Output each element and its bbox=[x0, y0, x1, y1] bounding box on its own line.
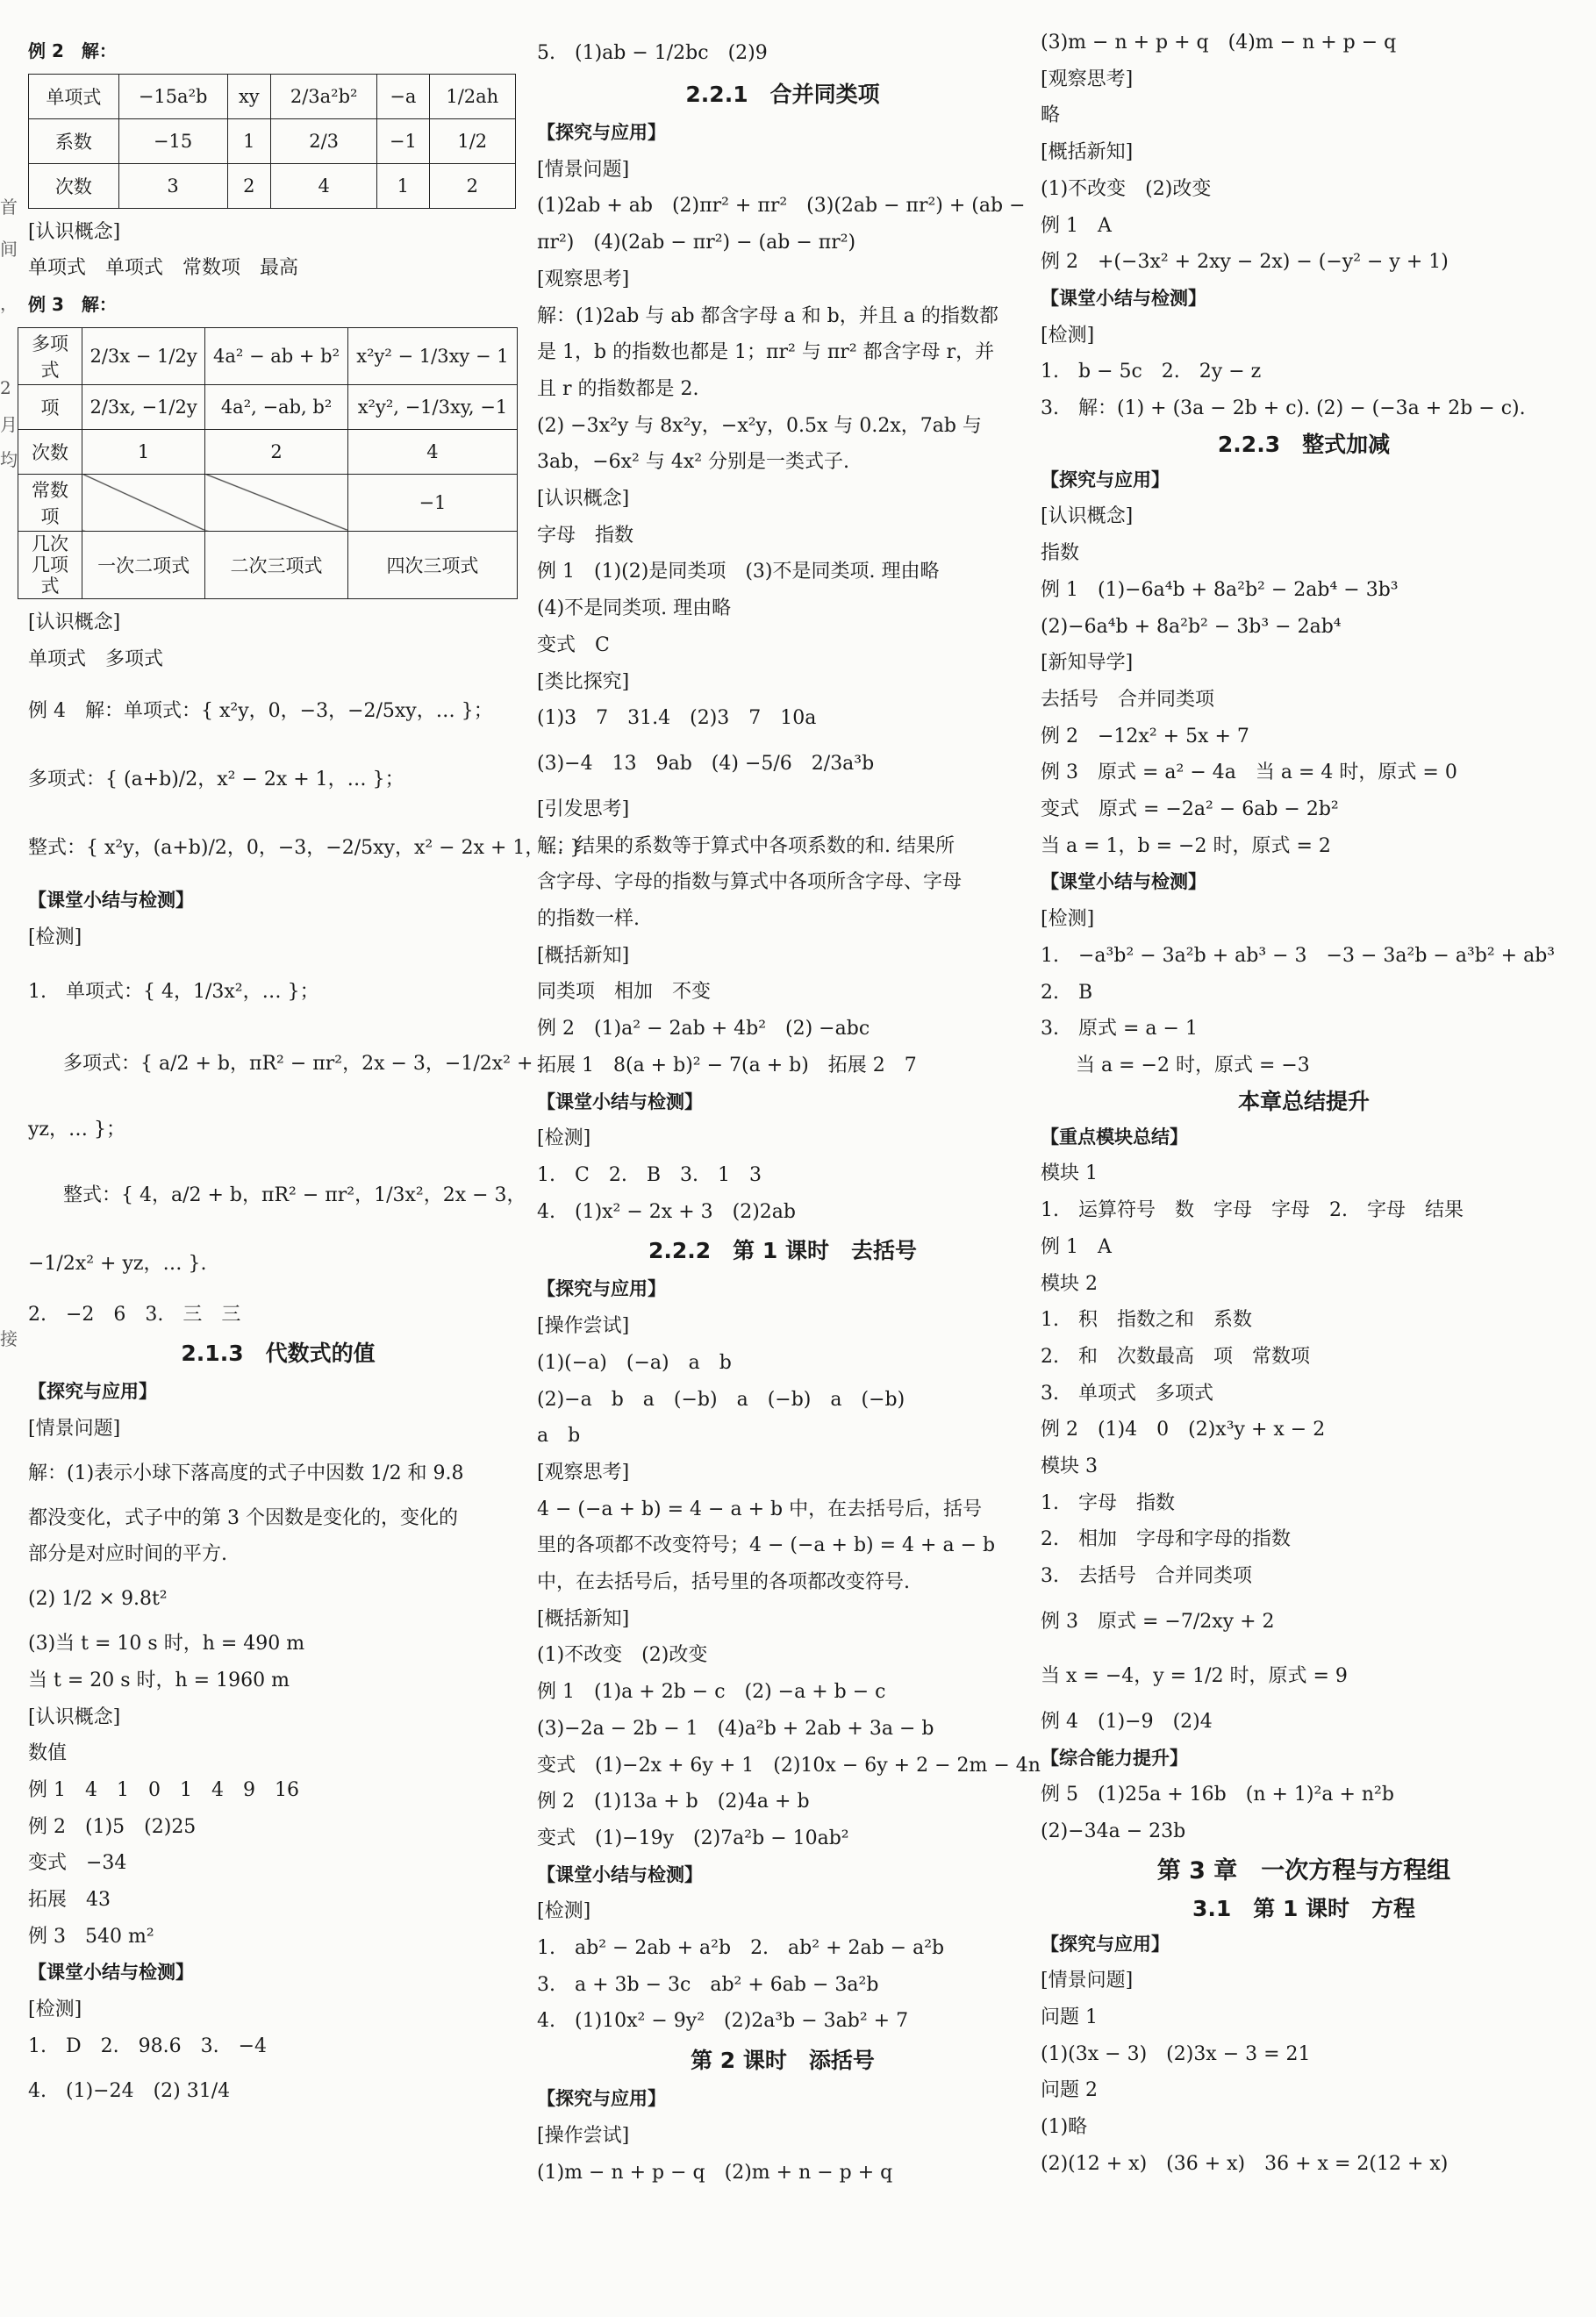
text-line: 3ab，−6x² 与 4x² 分别是一类式子. bbox=[537, 451, 850, 474]
text-line: 1. C 2. B 3. 1 3 bbox=[537, 1163, 762, 1186]
margin-fragment: 接 bbox=[0, 1328, 18, 1349]
text-line: 例 2 (1)4 0 (2)x³y + x − 2 bbox=[1041, 1419, 1326, 1441]
table-cell: 2 bbox=[227, 163, 271, 208]
text-line: 模块 3 bbox=[1041, 1455, 1098, 1478]
section-title: 2.2.1 合并同类项 bbox=[685, 82, 880, 107]
table-cell: 2/3x − 1/2y bbox=[82, 327, 205, 384]
text-line: 例 2 +(−3x² + 2xy − 2x) − (−y² − y + 1) bbox=[1041, 251, 1449, 274]
section-label: [检测] bbox=[28, 926, 82, 948]
text-line: 多项式：{ (a+b)/2，x² − 2x + 1，… }； bbox=[28, 769, 404, 791]
text-line: 略 bbox=[1041, 104, 1061, 127]
text-line: 变式 −34 bbox=[28, 1852, 127, 1875]
text-line: 解：结果的系数等于算式中各项系数的和. 结果所 bbox=[537, 834, 955, 857]
text-line: (3)−4 13 9ab (4) −5/6 2/3a³b bbox=[537, 752, 875, 775]
table-cell: −1 bbox=[377, 118, 429, 163]
section-heading: 【课堂小结与检测】 bbox=[537, 1091, 703, 1112]
table-cell: 次数 bbox=[29, 163, 119, 208]
section-label: [观察思考] bbox=[1041, 68, 1134, 90]
table-cell-empty bbox=[82, 474, 205, 531]
table-cell-empty bbox=[205, 474, 348, 531]
section-label: [观察思考] bbox=[537, 1461, 630, 1484]
text-line: (2)−a b a (−b) a (−b) a (−b) bbox=[537, 1388, 905, 1411]
text-line: a b bbox=[537, 1425, 581, 1448]
text-line: 里的各项都不改变符号；4 − (−a + b) = 4 + a − b bbox=[537, 1534, 996, 1557]
text-line: 同类项 相加 不变 bbox=[537, 981, 712, 1004]
table-cell: −15a²b bbox=[118, 74, 227, 118]
text-line: 整式：{ 4，a/2 + b，πR² − πr²，1/3x²，2x − 3， bbox=[63, 1184, 526, 1206]
text-line: 是 1，b 的指数也都是 1；πr² 与 πr² 都含字母 r，并 bbox=[537, 341, 995, 364]
text-line: 且 r 的指数都是 2. bbox=[537, 377, 699, 400]
text-line: 去括号 合并同类项 bbox=[1041, 688, 1215, 711]
margin-fragment: ， bbox=[0, 293, 18, 314]
section-label: [检测] bbox=[1041, 908, 1095, 931]
text-line: 1. 积 指数之和 系数 bbox=[1041, 1309, 1252, 1332]
table-cell: xy bbox=[227, 74, 271, 118]
section-label: [检测] bbox=[1041, 324, 1095, 347]
text-line: 例 3 原式 = −7/2xy + 2 bbox=[1041, 1610, 1275, 1633]
text-line: (1)不改变 (2)改变 bbox=[1041, 177, 1212, 200]
text-line: 变式 (1)−19y (2)7a²b − 10ab² bbox=[537, 1827, 849, 1849]
section-title: 2.1.3 代数式的值 bbox=[181, 1341, 376, 1367]
text-line: (2) −3x²y 与 8x²y，−x²y，0.5x 与 0.2x，7ab 与 bbox=[537, 414, 982, 437]
table-cell: 几次几项式 bbox=[18, 531, 82, 598]
text-line: 1. b − 5c 2. 2y − z bbox=[1041, 361, 1262, 383]
text-line: 当 a = −2 时，原式 = −3 bbox=[1076, 1054, 1310, 1076]
text-line: (1)2ab + ab (2)πr² + πr² (3)(2ab − πr²) + (ab − bbox=[537, 195, 1026, 218]
text-line: 3. 解：(1) + (3a − 2b + c). (2) − (−3a + 2b − c). bbox=[1041, 397, 1526, 420]
text-line: yz，… }； bbox=[28, 1118, 126, 1141]
text-line: 例 1 (1)(2)是同类项 (3)不是同类项. 理由略 bbox=[537, 561, 940, 583]
table-cell: 1/2 bbox=[429, 118, 515, 163]
section-label: [新知导学] bbox=[1041, 652, 1134, 675]
section-label: [认识概念] bbox=[1041, 505, 1134, 528]
text-line: 例 4 (1)−9 (2)4 bbox=[1041, 1710, 1213, 1733]
table-cell: 2 bbox=[429, 163, 515, 208]
chapter-title: 第 3 章 一次方程与方程组 bbox=[1156, 1856, 1451, 1884]
table-cell: 常数项 bbox=[18, 474, 82, 531]
text-line: 1. −a³b² − 3a²b + ab³ − 3 −3 − 3a²b − a³b² + ab³ bbox=[1041, 944, 1556, 967]
table-cell: 2/3 bbox=[271, 118, 377, 163]
table-cell: 1 bbox=[227, 118, 271, 163]
table-cell: 4a², −ab, b² bbox=[205, 384, 348, 429]
text-line: 单项式 单项式 常数项 最高 bbox=[28, 257, 299, 280]
text-line: 例 1 (1)−6a⁴b + 8a²b² − 2ab⁴ − 3b³ bbox=[1041, 578, 1399, 601]
text-line: 4. (1)−24 (2) 31/4 bbox=[28, 2079, 231, 2102]
table-cell: −1 bbox=[347, 474, 517, 531]
text-line: 2. 和 次数最高 项 常数项 bbox=[1041, 1345, 1310, 1368]
text-line: (1)不改变 (2)改变 bbox=[537, 1644, 708, 1667]
table-cell: 3 bbox=[118, 163, 227, 208]
text-line: 当 x = −4，y = 1/2 时，原式 = 9 bbox=[1041, 1664, 1348, 1687]
table-cell: x²y², −1/3xy, −1 bbox=[347, 384, 517, 429]
table-cell: 4 bbox=[271, 163, 377, 208]
text-line: 例 2 (1)5 (2)25 bbox=[28, 1815, 197, 1838]
text-line: (1)3 7 31.4 (2)3 7 10a bbox=[537, 707, 817, 730]
margin-fragment: 间 bbox=[0, 239, 18, 260]
table-cell: 1/2ah bbox=[429, 74, 515, 118]
text-line: 变式 原式 = −2a² − 6ab − 2b² bbox=[1041, 798, 1339, 821]
text-line: 问题 2 bbox=[1041, 2079, 1098, 2102]
table-cell: 二次三项式 bbox=[205, 531, 348, 598]
text-line: 部分是对应时间的平方. bbox=[28, 1543, 227, 1566]
text-line: 例 2 (1)a² − 2ab + 4b² (2) −abc bbox=[537, 1018, 870, 1041]
section-label: [认识概念] bbox=[28, 611, 121, 633]
text-line: 2. 相加 字母和字母的指数 bbox=[1041, 1528, 1291, 1551]
text-line: 例 1 A bbox=[1041, 1235, 1112, 1258]
column-right bbox=[1041, 25, 1567, 2183]
section-label: [认识概念] bbox=[28, 1706, 121, 1728]
section-heading: 【课堂小结与检测】 bbox=[28, 890, 194, 912]
section-label: [概括新知] bbox=[1041, 141, 1134, 164]
section-label: [情景问题] bbox=[28, 1418, 121, 1441]
text-line: 字母 指数 bbox=[537, 524, 634, 547]
section-label: [情景问题] bbox=[537, 158, 630, 181]
table-cell: −15 bbox=[118, 118, 227, 163]
text-line: 4. (1)x² − 2x + 3 (2)2ab bbox=[537, 1200, 796, 1223]
text-line: 解：(1)2ab 与 ab 都含字母 a 和 b，并且 a 的指数都 bbox=[537, 304, 998, 327]
text-line: 模块 1 bbox=[1041, 1162, 1098, 1185]
text-line: 3. 原式 = a − 1 bbox=[1041, 1018, 1198, 1041]
section-heading: 【课堂小结与检测】 bbox=[1041, 287, 1206, 309]
text-line: 中，在去括号后，括号里的各项都改变符号. bbox=[537, 1571, 910, 1594]
section-heading: 【探究与应用】 bbox=[537, 122, 666, 143]
text-line: 3. 去括号 合并同类项 bbox=[1041, 1565, 1252, 1588]
table-cell: 项 bbox=[18, 384, 82, 429]
margin-fragment: 月 bbox=[0, 414, 18, 435]
text-line: 3. a + 3b − 3c ab² + 6ab − 3a²b bbox=[537, 1973, 879, 1996]
text-line: 含字母、字母的指数与算式中各项所含字母、字母 bbox=[537, 871, 963, 894]
section-heading: 【课堂小结与检测】 bbox=[28, 1962, 194, 1984]
table-cell: 1 bbox=[82, 429, 205, 474]
margin-fragment: 2 bbox=[0, 377, 11, 398]
text-line: 的指数一样. bbox=[537, 908, 640, 931]
section-heading: 【探究与应用】 bbox=[537, 2088, 666, 2110]
text-line: 例 1 (1)a + 2b − c (2) −a + b − c bbox=[537, 1681, 886, 1704]
text-line: 例 2 (1)13a + b (2)4a + b bbox=[537, 1791, 810, 1813]
table-cell: 2/3x, −1/2y bbox=[82, 384, 205, 429]
table-cell: 四次三项式 bbox=[347, 531, 517, 598]
section-heading: 【课堂小结与检测】 bbox=[1041, 871, 1206, 893]
section-title: 2.2.2 第 1 课时 去括号 bbox=[648, 1238, 917, 1264]
monomial-table bbox=[28, 74, 516, 209]
margin-fragment: 均 bbox=[0, 449, 18, 470]
text-line: 拓展 43 bbox=[28, 1889, 111, 1912]
section-label: [认识概念] bbox=[28, 220, 121, 243]
section-title: 2.2.3 整式加减 bbox=[1217, 431, 1391, 457]
section-label: [类比探究] bbox=[537, 670, 630, 693]
text-line: (4)不是同类项. 理由略 bbox=[537, 597, 732, 620]
text-line: 整式：{ x²y，(a+b)/2，0，−3，−2/5xy，x² − 2x + 1，… }. bbox=[28, 837, 589, 860]
text-line: 例 2 −12x² + 5x + 7 bbox=[1041, 725, 1249, 747]
text-line: 1. D 2. 98.6 3. −4 bbox=[28, 2035, 268, 2057]
section-heading: 【探究与应用】 bbox=[1041, 468, 1170, 490]
table-cell: 单项式 bbox=[29, 74, 119, 118]
section-label: [操作尝试] bbox=[537, 2124, 630, 2147]
text-line: 当 t = 20 s 时，h = 1960 m bbox=[28, 1669, 290, 1691]
text-line: −1/2x² + yz，… }. bbox=[28, 1252, 207, 1275]
text-line: 指数 bbox=[1041, 542, 1080, 565]
text-line: 例 1 4 1 0 1 4 9 16 bbox=[28, 1778, 299, 1801]
text-line: (3)−2a − 2b − 1 (4)a²b + 2ab + 3a − b bbox=[537, 1717, 934, 1740]
section-heading: 【探究与应用】 bbox=[28, 1381, 157, 1403]
section-label: [观察思考] bbox=[537, 268, 630, 290]
text-line: 例 5 (1)25a + 16b (n + 1)²a + n²b bbox=[1041, 1784, 1394, 1806]
text-line: 变式 C bbox=[537, 633, 610, 656]
text-line: 4. (1)10x² − 9y² (2)2a³b − 3ab² + 7 bbox=[537, 2010, 909, 2033]
text-line: 解：(1)表示小球下落高度的式子中因数 1/2 和 9.8 bbox=[28, 1462, 464, 1484]
text-line: 模块 2 bbox=[1041, 1272, 1098, 1295]
section-label: [引发思考] bbox=[537, 797, 630, 820]
text-line: 5. (1)ab − 1/2bc (2)9 bbox=[537, 42, 768, 64]
table-cell: 2/3a²b² bbox=[271, 74, 377, 118]
text-line: 2. B bbox=[1041, 981, 1093, 1004]
example-heading: 例 3 解： bbox=[28, 294, 117, 316]
section-title: 第 2 课时 添括号 bbox=[691, 2048, 875, 2074]
section-heading: 【重点模块总结】 bbox=[1041, 1126, 1188, 1148]
table-cell: 系数 bbox=[29, 118, 119, 163]
section-label: [情景问题] bbox=[1041, 1970, 1134, 1992]
text-line: 1. 运算符号 数 字母 字母 2. 字母 结果 bbox=[1041, 1199, 1464, 1222]
text-line: 例 4 解：单项式：{ x²y，0，−3，−2/5xy，… }； bbox=[28, 700, 493, 723]
section-label: [检测] bbox=[537, 1127, 591, 1150]
section-title: 本章总结提升 bbox=[1237, 1088, 1370, 1114]
text-line: πr²) (4)(2ab − πr²) − (ab − πr²) bbox=[537, 232, 856, 254]
section-label: [认识概念] bbox=[537, 488, 630, 511]
text-line: 当 a = 1，b = −2 时，原式 = 2 bbox=[1041, 834, 1331, 857]
text-line: (2) 1/2 × 9.8t² bbox=[28, 1588, 168, 1611]
text-line: 1. 单项式：{ 4，1/3x²，… }； bbox=[28, 980, 319, 1003]
text-line: 1. ab² − 2ab + a²b 2. ab² + 2ab − a²b bbox=[537, 1937, 945, 1960]
section-label: [检测] bbox=[537, 1900, 591, 1923]
section-title: 3.1 第 1 课时 方程 bbox=[1192, 1895, 1416, 1921]
text-line: 数值 bbox=[28, 1742, 68, 1765]
table-cell: 4 bbox=[347, 429, 517, 474]
text-line: (1)(−a) (−a) a b bbox=[537, 1351, 732, 1374]
table-cell: 多项式 bbox=[18, 327, 82, 384]
text-line: 问题 1 bbox=[1041, 2006, 1098, 2029]
table-cell: 一次二项式 bbox=[82, 531, 205, 598]
text-line: 多项式：{ a/2 + b，πR² − πr²，2x − 3，−1/2x² + bbox=[63, 1052, 533, 1075]
margin-fragment: 首 bbox=[0, 197, 18, 218]
text-line: (2)−6a⁴b + 8a²b² − 3b³ − 2ab⁴ bbox=[1041, 615, 1342, 638]
text-line: (1)略 bbox=[1041, 2116, 1088, 2139]
section-heading: 【综合能力提升】 bbox=[1041, 1747, 1188, 1769]
table-cell: 1 bbox=[377, 163, 429, 208]
text-line: 3. 单项式 多项式 bbox=[1041, 1382, 1213, 1405]
text-line: 变式 (1)−2x + 6y + 1 (2)10x − 6y + 2 − 2m − 4n bbox=[537, 1754, 1041, 1777]
section-heading: 【探究与应用】 bbox=[1041, 1933, 1170, 1955]
text-line: 都没变化，式子中的第 3 个因数是变化的，变化的 bbox=[28, 1506, 458, 1529]
table-cell: 2 bbox=[205, 429, 348, 474]
column-middle bbox=[537, 33, 1041, 2191]
section-label: [概括新知] bbox=[537, 944, 630, 967]
text-line: 例 3 原式 = a² − 4a 当 a = 4 时，原式 = 0 bbox=[1041, 762, 1457, 784]
text-line: 例 3 540 m² bbox=[28, 1925, 154, 1948]
text-line: (1)m − n + p − q (2)m + n − p + q bbox=[537, 2161, 893, 2184]
polynomial-table bbox=[18, 327, 518, 599]
section-heading: 【课堂小结与检测】 bbox=[537, 1863, 703, 1885]
table-cell: 次数 bbox=[18, 429, 82, 474]
text-line: 例 1 A bbox=[1041, 214, 1112, 237]
text-line: (2)(12 + x) (36 + x) 36 + x = 2(12 + x) bbox=[1041, 2152, 1449, 2175]
section-heading: 【探究与应用】 bbox=[537, 1278, 666, 1300]
table-cell: −a bbox=[377, 74, 429, 118]
example-heading: 例 2 解： bbox=[28, 40, 117, 61]
text-line: (2)−34a − 23b bbox=[1041, 1820, 1186, 1842]
text-line: (1)(3x − 3) (2)3x − 3 = 21 bbox=[1041, 2042, 1311, 2065]
section-label: [概括新知] bbox=[537, 1607, 630, 1630]
table-cell: x²y² − 1/3xy − 1 bbox=[347, 327, 517, 384]
text-line: 4 − (−a + b) = 4 − a + b 中，在去括号后，括号 bbox=[537, 1498, 983, 1520]
table-cell: 4a² − ab + b² bbox=[205, 327, 348, 384]
section-label: [检测] bbox=[28, 1999, 82, 2021]
text-line: 2. −2 6 3. 三 三 bbox=[28, 1303, 241, 1326]
text-line: (3)m − n + p + q (4)m − n + p − q bbox=[1041, 32, 1397, 54]
text-line: (3)当 t = 10 s 时，h = 490 m bbox=[28, 1633, 305, 1656]
text-line: 1. 字母 指数 bbox=[1041, 1491, 1175, 1514]
section-label: [操作尝试] bbox=[537, 1315, 630, 1338]
text-line: 单项式 多项式 bbox=[28, 647, 164, 670]
text-line: 拓展 1 8(a + b)² − 7(a + b) 拓展 2 7 bbox=[537, 1054, 917, 1076]
